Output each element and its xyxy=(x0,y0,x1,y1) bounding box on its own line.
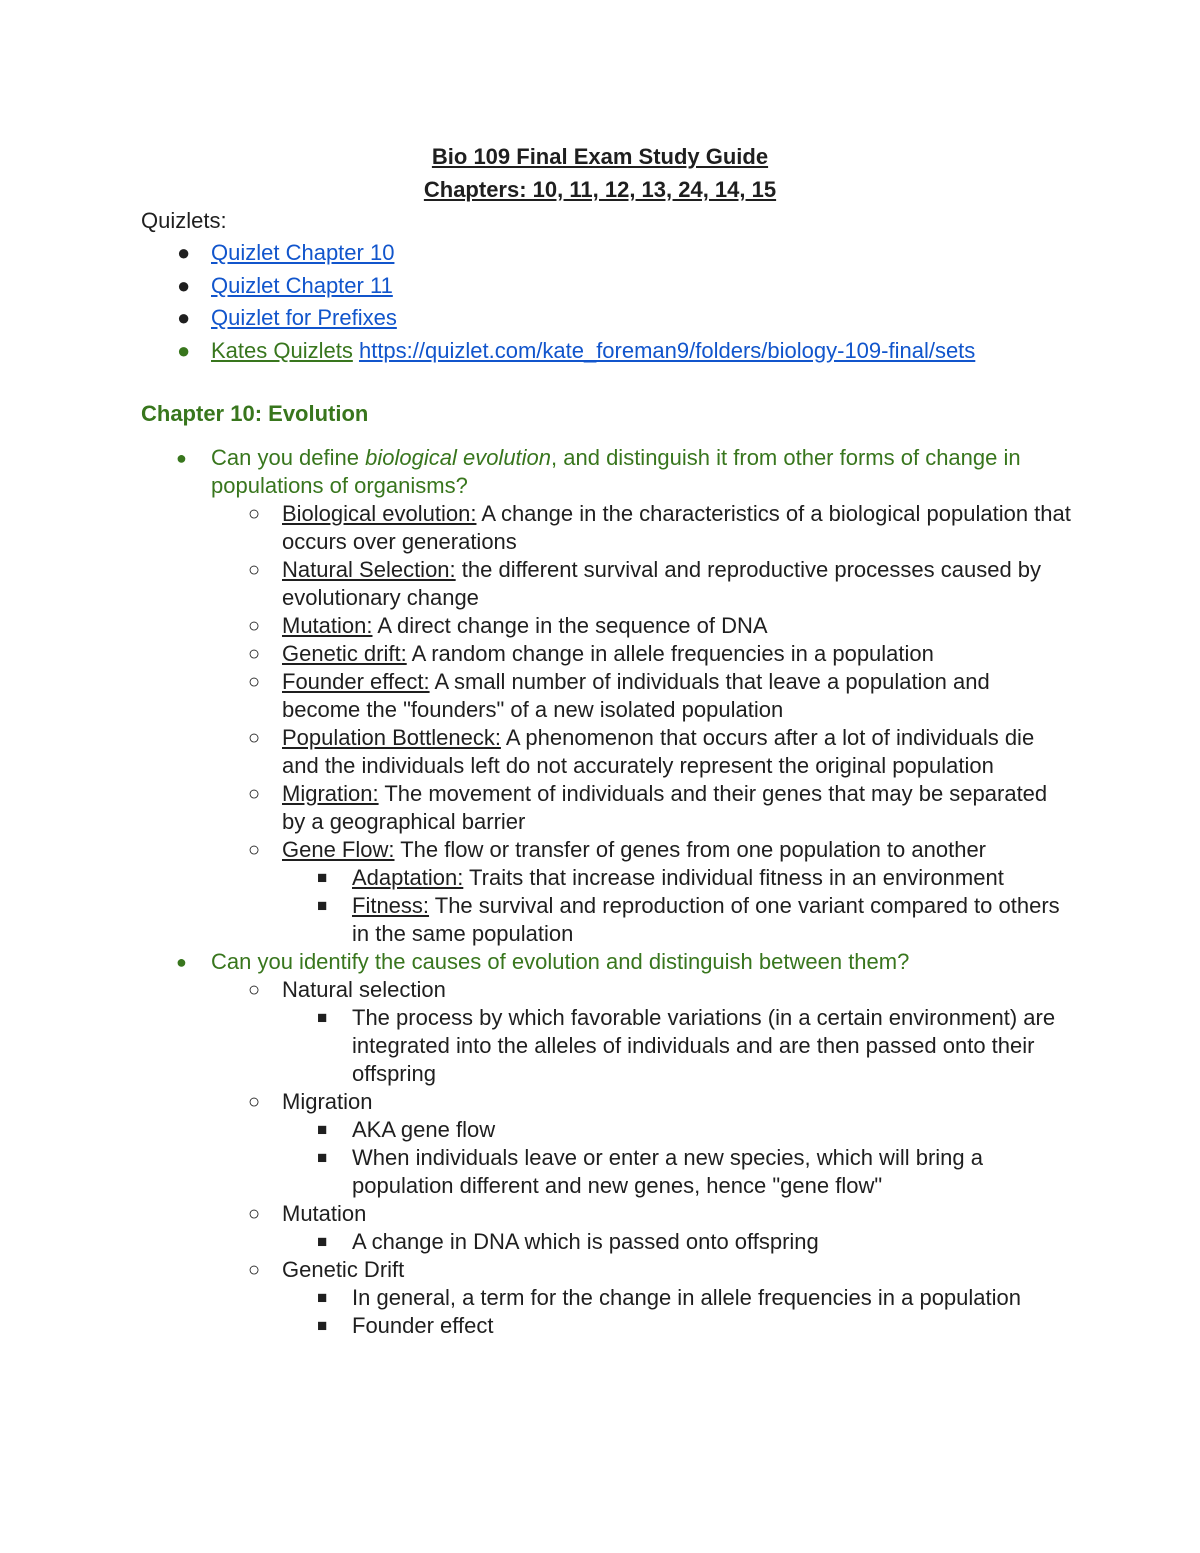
question-text-emphasis: biological evolution xyxy=(365,445,552,470)
list-item xyxy=(0,556,1200,612)
circle-bullet-icon: ○ xyxy=(248,979,261,1001)
circle-bullet-icon: ○ xyxy=(248,503,261,525)
list-item xyxy=(0,1200,1200,1228)
list-item xyxy=(0,1256,1200,1284)
cause-label: Mutation xyxy=(282,1201,367,1226)
term-definition: A random change in allele frequencies in a population xyxy=(411,641,934,666)
square-bullet-icon: ■ xyxy=(317,868,328,887)
list-item xyxy=(0,335,1200,368)
term-definition: A phenomenon that occurs after a lot of individuals die and the individuals left do not accurately represent the original population xyxy=(282,725,1035,778)
cause-label: Natural selection xyxy=(282,977,446,1002)
square-bullet-icon: ■ xyxy=(317,1008,328,1027)
question-text: Can you identify the causes of evolution and distinguish between them? xyxy=(211,949,910,974)
cause-point: When individuals leave or enter a new species, which will bring a population different and new genes, hence "gene flow" xyxy=(352,1145,983,1198)
square-bullet-icon: ■ xyxy=(317,1148,328,1167)
circle-bullet-icon: ○ xyxy=(248,671,261,693)
quizlet-list xyxy=(0,237,1200,367)
list-item xyxy=(0,612,1200,640)
cause-label: Migration xyxy=(282,1089,373,1114)
bullet-icon: ● xyxy=(177,272,191,298)
term-label: Genetic drift: xyxy=(282,641,407,666)
term-label: Migration: xyxy=(282,781,379,806)
quizlet-chapter-10-link[interactable]: Quizlet Chapter 10 xyxy=(211,240,395,265)
list-item xyxy=(0,1228,1200,1256)
list-item xyxy=(0,1144,1200,1200)
list-item xyxy=(0,976,1200,1004)
circle-bullet-icon: ○ xyxy=(248,643,261,665)
question-item xyxy=(0,444,1200,500)
chapter-heading: Chapter 10: Evolution xyxy=(141,401,369,426)
list-item xyxy=(0,1004,1200,1088)
term-label: Natural Selection: xyxy=(282,557,456,582)
list-item xyxy=(0,270,1200,303)
list-item xyxy=(0,500,1200,556)
term-definition: A small number of individuals that leave a population and become the "founders" of a new isolated population xyxy=(282,669,990,722)
chapter-outline xyxy=(0,444,1200,1340)
bullet-icon: ● xyxy=(177,337,191,363)
circle-bullet-icon: ○ xyxy=(248,727,261,749)
term-label: Fitness: xyxy=(352,893,430,918)
circle-bullet-icon: ○ xyxy=(248,839,261,861)
cause-point: A change in DNA which is passed onto offspring xyxy=(352,1229,819,1254)
list-item xyxy=(0,864,1200,892)
list-item xyxy=(0,1284,1200,1312)
list-item xyxy=(0,724,1200,780)
question-text-post: , and distinguish it from other forms of change in populations of organisms? xyxy=(211,445,1021,498)
list-item xyxy=(0,1116,1200,1144)
square-bullet-icon: ■ xyxy=(317,1120,328,1139)
cause-point: The process by which favorable variations (in a certain environment) are integrated into the alleles of individuals and are then passed onto their offspring xyxy=(352,1005,1056,1086)
list-item xyxy=(0,302,1200,335)
document-title: Bio 109 Final Exam Study Guide xyxy=(431,144,769,169)
quizlets-label: Quizlets: xyxy=(141,208,227,233)
kates-quizlets-url-link[interactable]: https://quizlet.com/kate_foreman9/folders/biology-109-final/sets xyxy=(358,337,976,363)
list-item xyxy=(0,892,1200,948)
question-item xyxy=(0,948,1200,976)
square-bullet-icon: ■ xyxy=(317,1232,328,1251)
term-label: Mutation: xyxy=(282,613,373,638)
term-label: Founder effect: xyxy=(282,669,430,694)
list-item xyxy=(0,237,1200,270)
square-bullet-icon: ■ xyxy=(317,1316,328,1335)
term-definition: A change in the characteristics of a biological population that occurs over generations xyxy=(282,501,1071,554)
term-label: Gene Flow: xyxy=(282,837,395,862)
cause-point: AKA gene flow xyxy=(352,1117,496,1142)
list-item xyxy=(0,640,1200,668)
bullet-icon: ● xyxy=(176,448,187,468)
term-definition: The survival and reproduction of one variant compared to others in the same population xyxy=(352,893,1060,946)
term-definition: A direct change in the sequence of DNA xyxy=(377,613,768,638)
term-definition: The flow or transfer of genes from one population to another xyxy=(400,837,987,862)
list-item xyxy=(0,668,1200,724)
list-item xyxy=(0,780,1200,836)
circle-bullet-icon: ○ xyxy=(248,783,261,805)
question-text-pre: Can you define xyxy=(211,445,359,470)
kates-quizlets-link[interactable]: Kates Quizlets xyxy=(211,337,353,363)
list-item xyxy=(0,1088,1200,1116)
cause-point: In general, a term for the change in allele frequencies in a population xyxy=(352,1285,1021,1310)
cause-point: Founder effect xyxy=(352,1313,494,1338)
square-bullet-icon: ■ xyxy=(317,896,328,915)
circle-bullet-icon: ○ xyxy=(248,1259,261,1281)
term-label: Biological evolution: xyxy=(282,501,477,526)
circle-bullet-icon: ○ xyxy=(248,615,261,637)
quizlet-prefixes-link[interactable]: Quizlet for Prefixes xyxy=(211,305,397,330)
term-definition: Traits that increase individual fitness in an environment xyxy=(469,865,1004,890)
bullet-icon: ● xyxy=(176,952,187,972)
term-label: Adaptation: xyxy=(352,865,464,890)
document-chapters: Chapters: 10, 11, 12, 13, 24, 14, 15 xyxy=(423,177,777,202)
term-definition: The movement of individuals and their genes that may be separated by a geographical barrier xyxy=(282,781,1048,834)
quizlet-chapter-11-link[interactable]: Quizlet Chapter 11 xyxy=(211,272,393,298)
list-item xyxy=(0,836,1200,864)
list-item xyxy=(0,1312,1200,1340)
term-label: Population Bottleneck: xyxy=(282,725,501,750)
bullet-icon: ● xyxy=(177,305,191,330)
term-definition: the different survival and reproductive processes caused by evolutionary change xyxy=(282,557,1042,610)
bullet-icon: ● xyxy=(177,240,191,265)
circle-bullet-icon: ○ xyxy=(248,559,261,581)
cause-label: Genetic Drift xyxy=(282,1257,405,1282)
square-bullet-icon: ■ xyxy=(317,1288,328,1307)
circle-bullet-icon: ○ xyxy=(248,1203,261,1225)
circle-bullet-icon: ○ xyxy=(248,1091,261,1113)
